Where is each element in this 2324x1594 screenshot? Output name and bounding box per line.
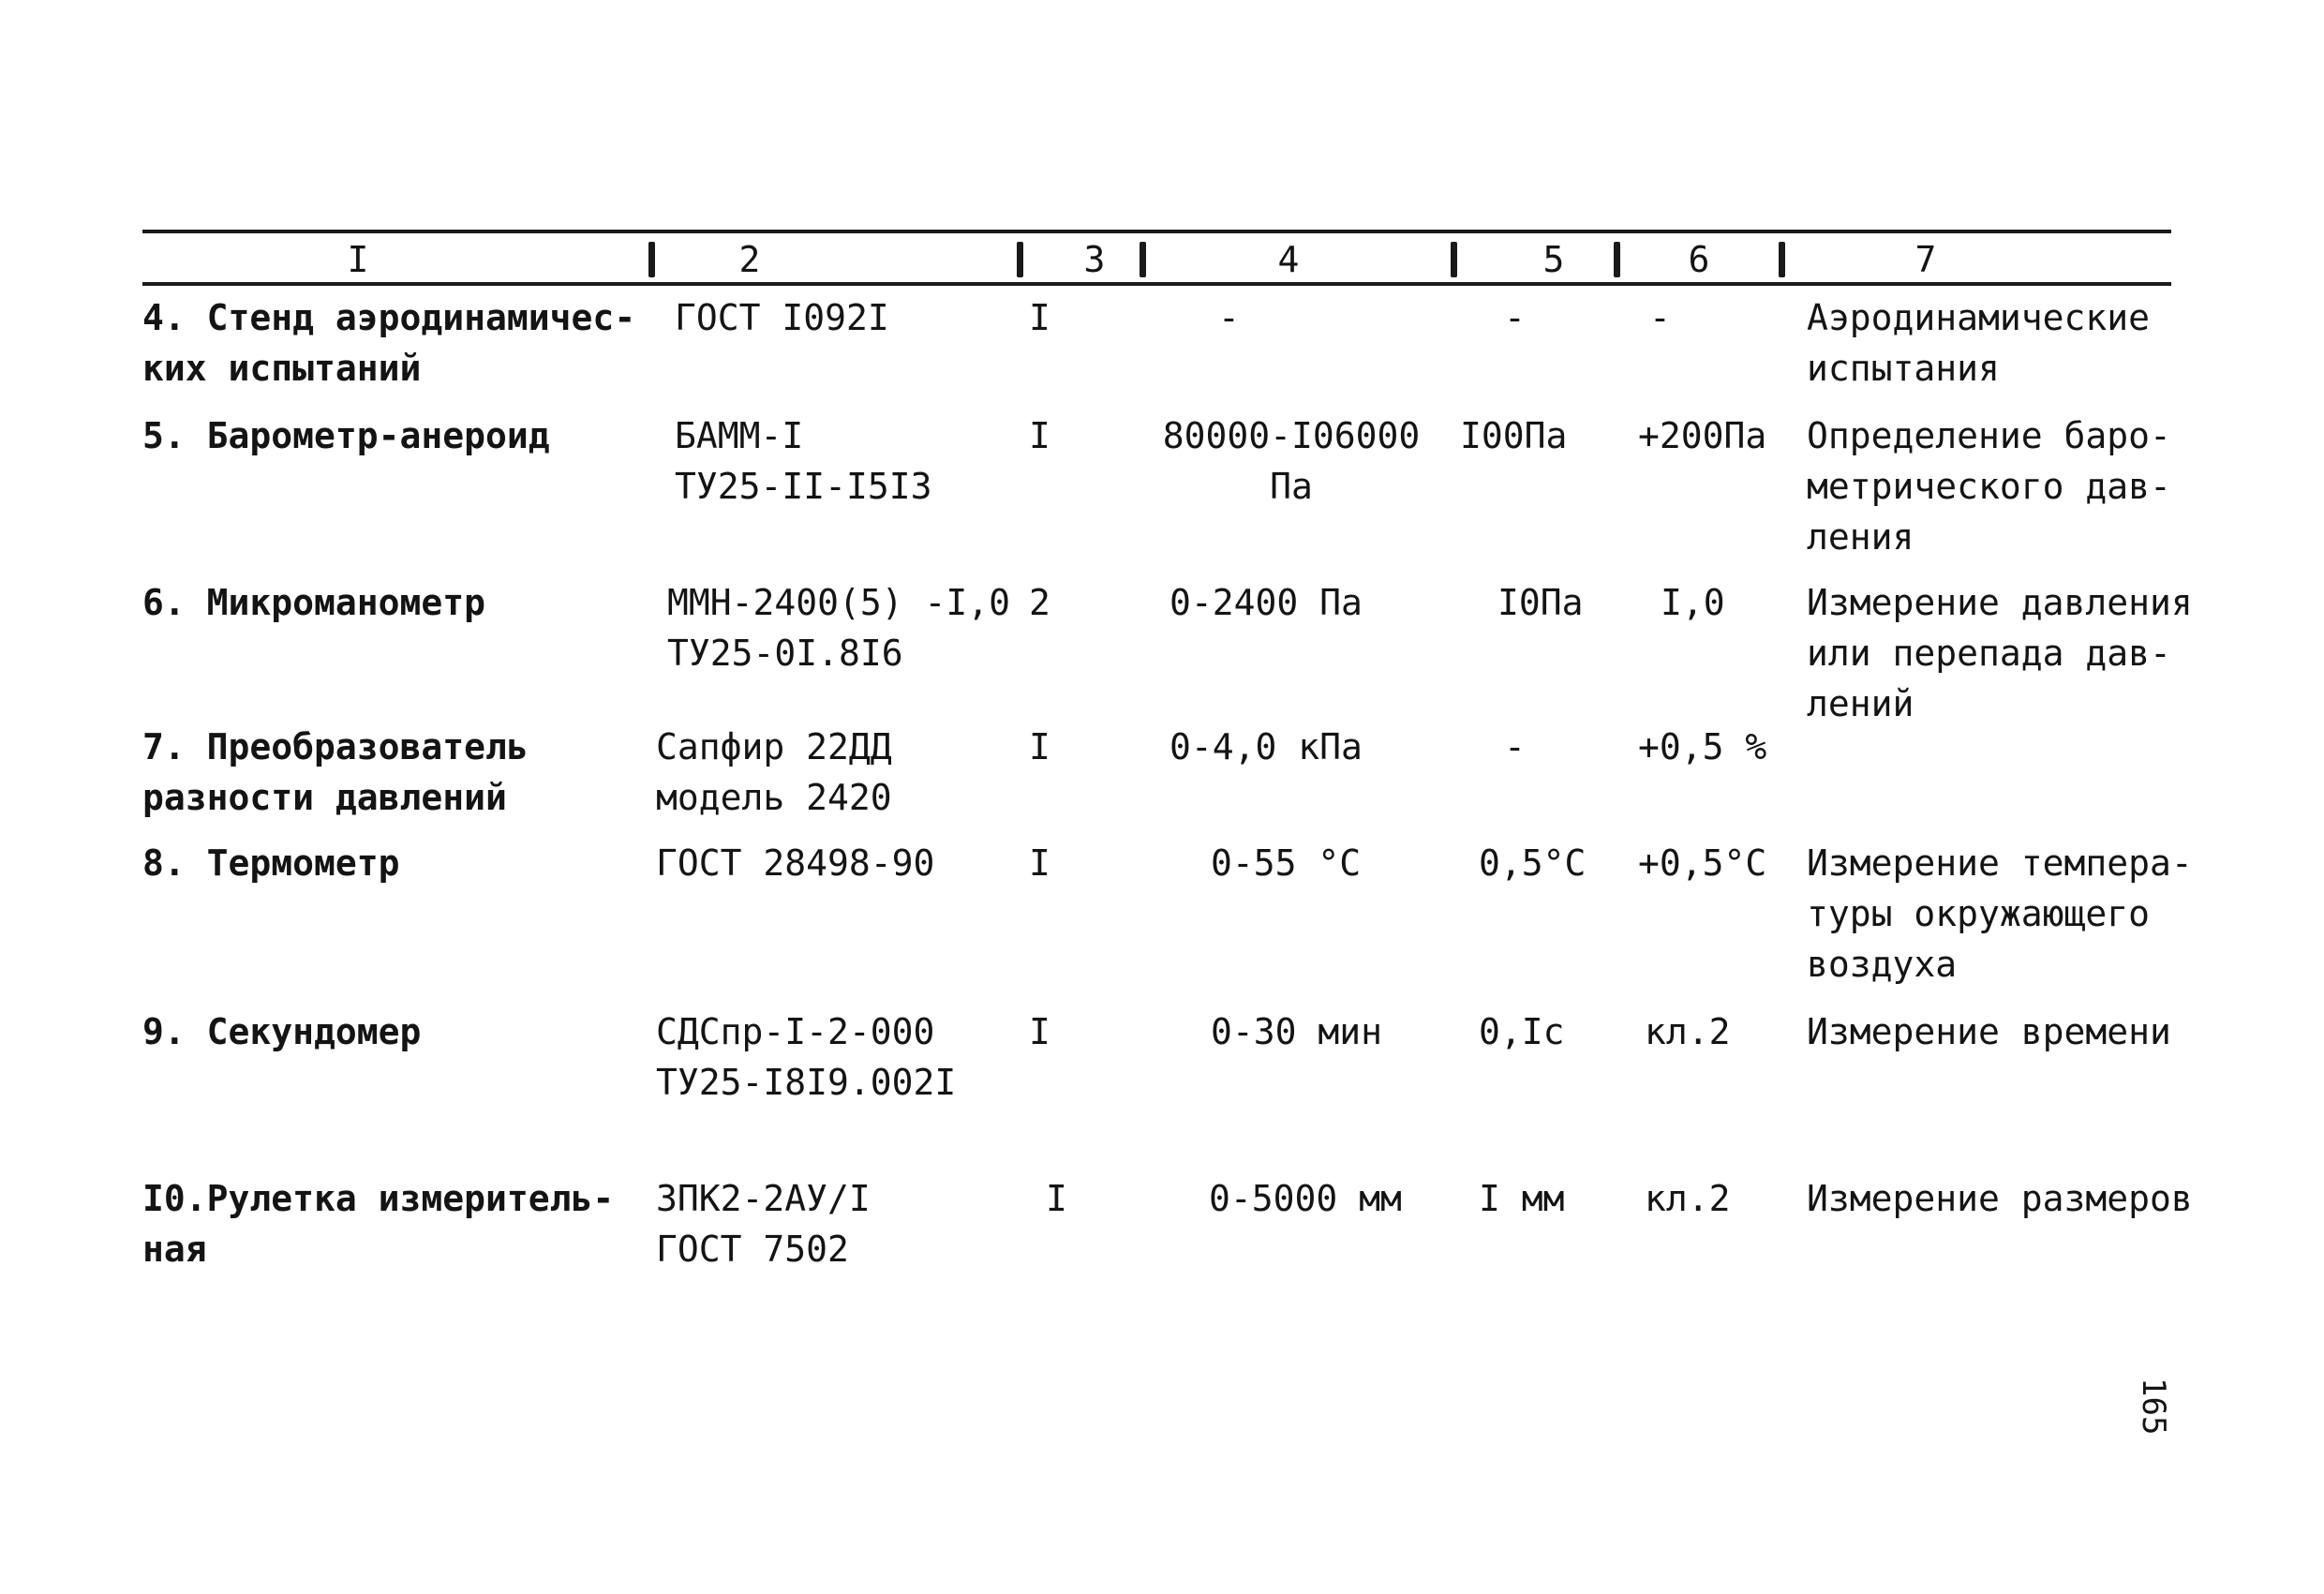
row-9-error: кл.2 <box>1645 1011 1731 1052</box>
header-col-4: 4 <box>1277 239 1300 280</box>
header-col-3: 3 <box>1083 239 1106 280</box>
row-9-name: 9. Секундомер <box>142 1011 422 1052</box>
column-separator <box>1451 242 1457 277</box>
row-10-name: I0.Рулетка измеритель- ная <box>142 1178 615 1270</box>
column-separator <box>648 242 655 277</box>
row-7-range: 0-4,0 кПа <box>1169 726 1363 767</box>
row-6-name: 6. Микроманометр <box>142 582 486 623</box>
row-5-col3: I <box>1029 415 1050 456</box>
row-10-range: 0-5000 мм <box>1209 1178 1402 1219</box>
row-4-col3: I <box>1029 297 1050 338</box>
header-col-2: 2 <box>738 239 761 280</box>
row-9-division: 0,Iс <box>1479 1011 1565 1052</box>
row-10-doc: ЗПК2-2АУ/I ГОСТ 7502 <box>656 1178 871 1270</box>
row-6-col3: 2 <box>1029 582 1050 623</box>
row-9-purpose: Измерение времени <box>1807 1011 2171 1052</box>
column-separator <box>1779 242 1785 277</box>
row-4-range: - <box>1218 297 1240 338</box>
row-8-error: +0,5°С <box>1638 842 1767 884</box>
row-4-purpose: Аэродинамические испытания <box>1807 297 2151 389</box>
row-5-division: I00Па <box>1460 415 1568 456</box>
row-6-division: I0Па <box>1497 582 1584 623</box>
row-10-division: I мм <box>1479 1178 1565 1219</box>
row-5-doc: БАММ-I ТУ25-II-I5I3 <box>675 415 932 507</box>
row-9-doc: СДСпр-I-2-000 ТУ25-I8I9.002I <box>656 1011 957 1103</box>
row-7-name: 7. Преобразователь разности давлений <box>142 726 529 818</box>
row-5-name: 5. Барометр-анероид <box>142 415 550 456</box>
column-separator <box>1140 242 1146 277</box>
row-8-name: 8. Термометр <box>142 842 400 884</box>
header-col-5: 5 <box>1542 239 1565 280</box>
row-4-error: - <box>1649 297 1671 338</box>
row-7-col3: I <box>1029 726 1050 767</box>
row-4-doc: ГОСТ I092I <box>675 297 889 338</box>
column-separator <box>1614 242 1620 277</box>
table-header-rule <box>142 282 2171 286</box>
row-6-doc: ММН-2400(5) -I,0 ТУ25-0I.8I6 <box>667 582 1011 674</box>
row-10-col3: I <box>1046 1178 1067 1219</box>
column-separator <box>1017 242 1023 277</box>
header-col-1: I <box>347 239 369 280</box>
page-number: 165 <box>2135 1378 2172 1436</box>
row-8-range: 0-55 °С <box>1211 842 1362 884</box>
header-col-6: 6 <box>1688 239 1710 280</box>
row-5-purpose: Определение баро- метрического дав- ления <box>1807 415 2171 558</box>
row-5-range: 80000-I06000 Па <box>1162 415 1421 507</box>
row-7-error: +0,5 % <box>1638 726 1767 767</box>
header-col-7: 7 <box>1914 239 1937 280</box>
row-9-range: 0-30 мин <box>1211 1011 1383 1052</box>
row-4-division: - <box>1504 297 1526 338</box>
row-6-purpose: Измерение давления или перепада дав- лений <box>1807 582 2193 724</box>
row-9-col3: I <box>1029 1011 1050 1052</box>
row-7-doc: Сапфир 22ДД модель 2420 <box>656 726 892 818</box>
row-6-error: I,0 <box>1661 582 1725 623</box>
row-10-purpose: Измерение размеров <box>1807 1178 2193 1219</box>
row-4-name: 4. Стенд аэродинамичес- ких испытаний <box>142 297 636 389</box>
row-7-division: - <box>1504 726 1526 767</box>
row-8-col3: I <box>1029 842 1050 884</box>
row-5-error: +200Па <box>1638 415 1767 456</box>
row-6-range: 0-2400 Па <box>1169 582 1363 623</box>
table-top-rule <box>142 230 2171 233</box>
row-8-purpose: Измерение темпера- туры окружающего воздуха <box>1807 842 2193 985</box>
row-10-error: кл.2 <box>1645 1178 1731 1219</box>
row-8-division: 0,5°С <box>1479 842 1587 884</box>
row-8-doc: ГОСТ 28498-90 <box>656 842 935 884</box>
